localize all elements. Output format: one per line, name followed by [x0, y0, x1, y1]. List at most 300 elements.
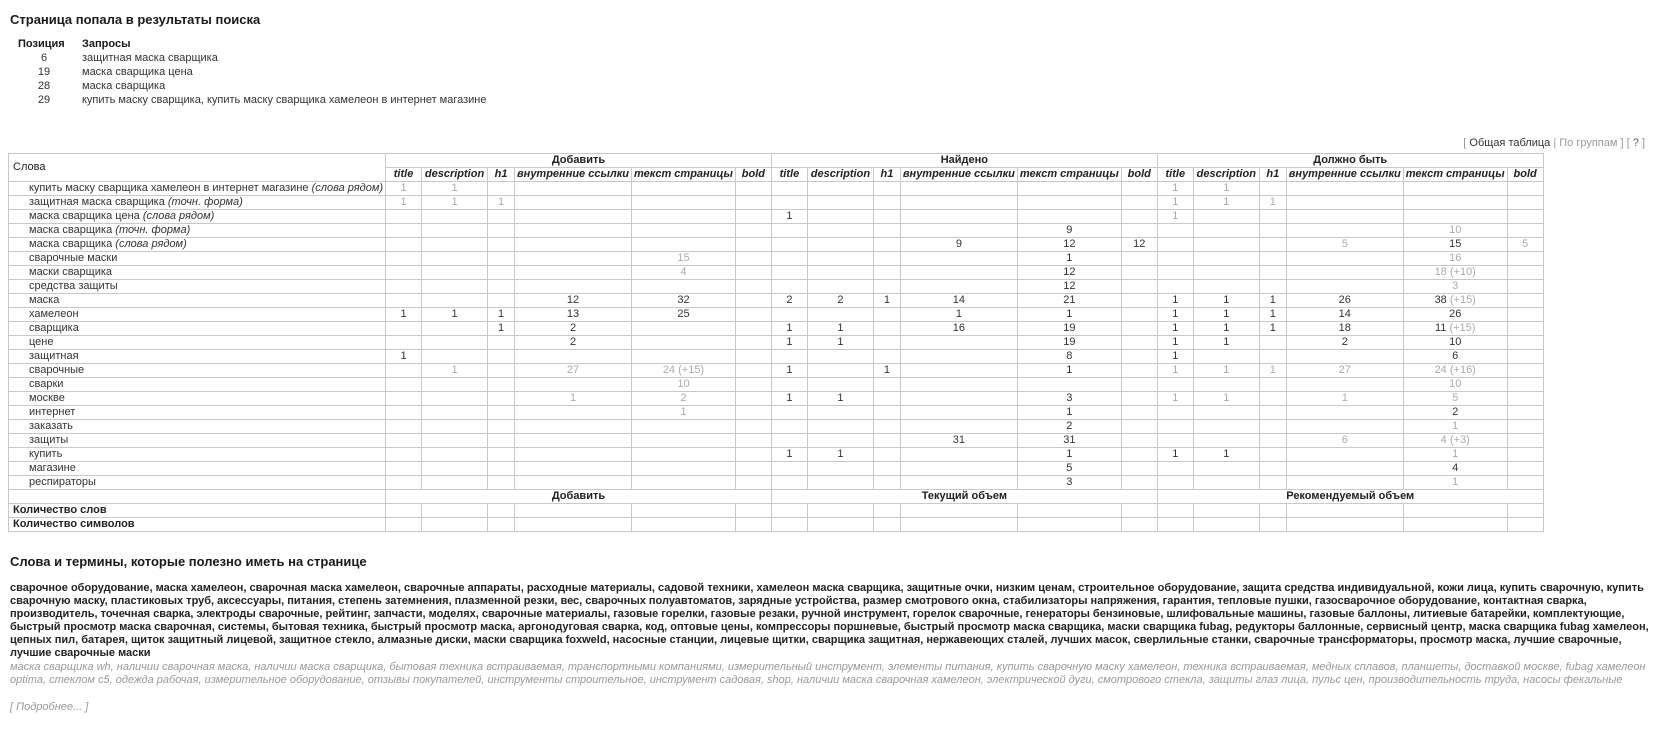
table-cell: 1 [386, 182, 422, 196]
table-cell: 1 [1259, 308, 1286, 322]
table-cell [632, 238, 736, 252]
table-cell [900, 392, 1017, 406]
table-cell [735, 196, 771, 210]
table-cell [1121, 224, 1157, 238]
table-cell [1193, 266, 1259, 280]
table-cell [386, 406, 422, 420]
table-cell [1286, 280, 1403, 294]
table-cell [900, 504, 1017, 518]
word-label: маски сварщика [9, 266, 386, 280]
table-cell [422, 350, 488, 364]
table-cell [1259, 224, 1286, 238]
table-cell [735, 252, 771, 266]
table-cell: 12 [515, 294, 632, 308]
table-cell [873, 196, 900, 210]
table-cell: 1 [1157, 392, 1193, 406]
table-cell: 26 [1403, 308, 1507, 322]
table-cell [807, 364, 873, 378]
word-label-note: (слова рядом) [142, 210, 215, 222]
table-cell [807, 350, 873, 364]
summary-label: Рекомендуемый объем [1157, 490, 1543, 504]
table-cell [1286, 182, 1403, 196]
table-cell [386, 518, 422, 532]
table-cell [422, 462, 488, 476]
table-cell [515, 378, 632, 392]
word-label: сварочные [9, 364, 386, 378]
table-cell [1193, 350, 1259, 364]
table-cell: 16 [1403, 252, 1507, 266]
group-header: Должно быть [1157, 154, 1543, 168]
table-cell [422, 252, 488, 266]
table-cell [1507, 182, 1543, 196]
table-cell [873, 238, 900, 252]
table-cell [873, 252, 900, 266]
table-cell: 1 [1157, 196, 1193, 210]
table-cell: 1 [1193, 336, 1259, 350]
table-row [9, 406, 1544, 420]
table-cell [771, 196, 807, 210]
table-cell: 1 [771, 364, 807, 378]
footer-label: Количество слов [9, 504, 386, 518]
table-cell [515, 462, 632, 476]
table-row [9, 322, 1544, 336]
table-cell [1507, 406, 1543, 420]
table-cell [488, 364, 515, 378]
table-cell [515, 196, 632, 210]
serp-row [18, 51, 487, 65]
table-cell [1121, 476, 1157, 490]
word-label: маска [9, 294, 386, 308]
bracket: ] [1641, 137, 1645, 149]
table-cell: 2 [1017, 420, 1121, 434]
table-cell: 4 [632, 266, 736, 280]
table-cell [735, 294, 771, 308]
table-cell [735, 224, 771, 238]
table-cell [1259, 462, 1286, 476]
table-cell [386, 280, 422, 294]
subcolumn-header: текст страницы [1403, 168, 1507, 182]
table-cell [900, 252, 1017, 266]
table-cell [771, 378, 807, 392]
subcolumn-header: bold [1507, 168, 1543, 182]
table-cell [386, 322, 422, 336]
table-cell [873, 308, 900, 322]
table-cell [1121, 252, 1157, 266]
table-cell [515, 476, 632, 490]
table-cell: 2 [807, 294, 873, 308]
table-cell [807, 504, 873, 518]
table-cell [488, 252, 515, 266]
table-cell: 1 [386, 350, 422, 364]
table-cell [1507, 434, 1543, 448]
serp-position: 28 [37, 80, 51, 92]
table-cell [873, 448, 900, 462]
table-cell [386, 448, 422, 462]
table-cell [1157, 266, 1193, 280]
table-cell [1193, 518, 1259, 532]
table-cell [422, 518, 488, 532]
subcolumn-header: title [386, 168, 422, 182]
table-cell [735, 504, 771, 518]
table-cell [1193, 406, 1259, 420]
table-cell [488, 420, 515, 434]
table-cell [632, 462, 736, 476]
table-cell [900, 266, 1017, 280]
table-cell [422, 322, 488, 336]
table-cell: 1 [900, 308, 1017, 322]
table-cell [1507, 336, 1543, 350]
table-row [9, 252, 1544, 266]
subcolumn-header: текст страницы [632, 168, 736, 182]
group-header: Найдено [771, 154, 1157, 168]
table-cell [1286, 378, 1403, 392]
table-cell [1193, 462, 1259, 476]
table-cell [1121, 392, 1157, 406]
table-cell [807, 406, 873, 420]
table-cell [807, 434, 873, 448]
table-cell: 6 [1286, 434, 1403, 448]
words-column-header: Слова [9, 154, 386, 182]
table-cell [771, 462, 807, 476]
table-cell: 1 [771, 322, 807, 336]
delta-value: (+15) [1449, 322, 1476, 334]
table-cell: 1 [1017, 406, 1121, 420]
word-label: респираторы [9, 476, 386, 490]
table-cell [386, 266, 422, 280]
table-cell [873, 420, 900, 434]
table-cell [1017, 182, 1121, 196]
table-cell [1193, 210, 1259, 224]
separator: | [1553, 137, 1557, 149]
table-cell [735, 378, 771, 392]
table-cell [515, 266, 632, 280]
table-cell: 1 [807, 322, 873, 336]
table-cell [422, 504, 488, 518]
table-cell: 1 [1157, 182, 1193, 196]
table-cell [386, 378, 422, 392]
table-cell [1121, 448, 1157, 462]
table-cell: 1 [488, 308, 515, 322]
table-cell [1157, 378, 1193, 392]
table-cell [900, 420, 1017, 434]
table-cell [873, 224, 900, 238]
word-label-note: (слова рядом) [311, 182, 384, 194]
word-label: защиты [9, 434, 386, 448]
serp-row [18, 65, 487, 79]
table-cell [1121, 308, 1157, 322]
table-cell [488, 224, 515, 238]
serp-col-position: Позиция [18, 38, 65, 50]
table-cell [386, 238, 422, 252]
table-row [9, 280, 1544, 294]
word-label: маска сварщика (слова рядом) [9, 238, 386, 252]
table-cell [632, 280, 736, 294]
bracket: [ [1626, 137, 1630, 149]
serp-position: 6 [40, 52, 48, 64]
serp-header-row [18, 37, 487, 51]
subcolumn-header: внутренние ссылки [1286, 168, 1403, 182]
table-cell [735, 266, 771, 280]
table-cell [807, 280, 873, 294]
table-cell: 2 [1403, 406, 1507, 420]
table-cell [488, 504, 515, 518]
table-cell: 21 [1017, 294, 1121, 308]
table-cell [873, 266, 900, 280]
table-row [9, 336, 1544, 350]
table-cell [422, 280, 488, 294]
table-cell [771, 308, 807, 322]
table-cell: 12 [1017, 238, 1121, 252]
table-cell: 1 [1157, 322, 1193, 336]
table-cell [1286, 252, 1403, 266]
table-cell: 2 [515, 336, 632, 350]
table-cell: 10 [1403, 378, 1507, 392]
table-cell: 1 [386, 308, 422, 322]
table-cell: 5 [1017, 462, 1121, 476]
table-cell [1286, 266, 1403, 280]
table-cell [1259, 210, 1286, 224]
table-cell: 1 [488, 196, 515, 210]
table-cell [422, 210, 488, 224]
table-cell [735, 350, 771, 364]
table-cell [386, 210, 422, 224]
table-cell: 1 [873, 364, 900, 378]
table-cell [1259, 504, 1286, 518]
table-cell: 3 [1017, 392, 1121, 406]
table-cell [1157, 518, 1193, 532]
word-label: маска сварщика (точн. форма) [9, 224, 386, 238]
table-cell: 1 [1157, 448, 1193, 462]
table-cell [1157, 476, 1193, 490]
table-cell [386, 420, 422, 434]
table-cell [807, 182, 873, 196]
table-cell [873, 462, 900, 476]
table-cell [1507, 476, 1543, 490]
summary-row [9, 490, 1544, 504]
view-by-groups-link[interactable]: По группам [1559, 137, 1618, 149]
table-cell [632, 448, 736, 462]
table-cell [1121, 182, 1157, 196]
table-cell [807, 266, 873, 280]
table-row [9, 420, 1544, 434]
word-label: сварки [9, 378, 386, 392]
table-cell [735, 406, 771, 420]
table-cell: 1 [1017, 308, 1121, 322]
table-cell [873, 406, 900, 420]
table-cell [488, 350, 515, 364]
table-cell [900, 476, 1017, 490]
table-cell [1286, 196, 1403, 210]
table-cell: 1 [807, 392, 873, 406]
table-cell [1121, 420, 1157, 434]
table-cell: 12 [1121, 238, 1157, 252]
table-cell [488, 280, 515, 294]
table-cell: 4 (+3) [1403, 434, 1507, 448]
table-cell [1017, 518, 1121, 532]
table-cell: 32 [632, 294, 736, 308]
word-label: защитная [9, 350, 386, 364]
table-cell: 11 (+15) [1403, 322, 1507, 336]
table-cell [422, 448, 488, 462]
table-cell [1286, 462, 1403, 476]
word-label: магазине [9, 462, 386, 476]
table-cell [1121, 504, 1157, 518]
table-cell: 19 [1017, 336, 1121, 350]
table-cell [422, 406, 488, 420]
table-cell [900, 406, 1017, 420]
table-cell [1193, 280, 1259, 294]
table-cell [873, 280, 900, 294]
help-link[interactable]: ? [1632, 137, 1639, 149]
table-cell [386, 504, 422, 518]
subcolumn-header: description [807, 168, 873, 182]
view-all-tables-link[interactable]: Общая таблица [1469, 137, 1551, 149]
table-row [9, 392, 1544, 406]
table-cell [1259, 182, 1286, 196]
footer-label: Количество символов [9, 518, 386, 532]
subcolumn-header: title [771, 168, 807, 182]
bracket: ] [1620, 137, 1624, 149]
page [0, 12, 1661, 713]
delta-value: (+15) [1449, 294, 1476, 306]
word-label: купить [9, 448, 386, 462]
table-cell: 1 [1193, 182, 1259, 196]
table-cell [900, 196, 1017, 210]
table-cell [771, 266, 807, 280]
table-cell [1259, 280, 1286, 294]
table-cell: 1 [1157, 336, 1193, 350]
table-cell [515, 406, 632, 420]
delta-value: (+15) [678, 364, 705, 376]
table-cell: 2 [771, 294, 807, 308]
table-cell: 1 [1286, 392, 1403, 406]
word-label: хамелеон [9, 308, 386, 322]
table-cell [735, 308, 771, 322]
table-cell [422, 434, 488, 448]
table-cell [1121, 266, 1157, 280]
table-cell: 9 [1017, 224, 1121, 238]
table-cell: 1 [1157, 294, 1193, 308]
table-cell [632, 518, 736, 532]
table-cell [1193, 252, 1259, 266]
table-cell [632, 504, 736, 518]
table-cell [873, 182, 900, 196]
table-cell [735, 210, 771, 224]
table-cell [900, 210, 1017, 224]
table-cell [873, 378, 900, 392]
table-cell [422, 392, 488, 406]
subcolumn-header: bold [1121, 168, 1157, 182]
table-cell [422, 294, 488, 308]
table-cell [1507, 308, 1543, 322]
word-label: защитная маска сварщика (точн. форма) [9, 196, 386, 210]
table-cell [632, 196, 736, 210]
table-cell [1121, 210, 1157, 224]
table-cell [1157, 280, 1193, 294]
serp-position: 19 [37, 66, 51, 78]
table-cell [771, 280, 807, 294]
table-row [9, 350, 1544, 364]
table-cell: 24 (+15) [632, 364, 736, 378]
subcolumn-header: h1 [873, 168, 900, 182]
table-cell [422, 238, 488, 252]
table-cell [1286, 448, 1403, 462]
table-cell [488, 518, 515, 532]
table-cell [1157, 462, 1193, 476]
table-cell [632, 224, 736, 238]
table-cell [900, 448, 1017, 462]
table-cell [1507, 392, 1543, 406]
table-cell [1121, 378, 1157, 392]
subcolumn-header: h1 [488, 168, 515, 182]
table-cell: 1 [1259, 364, 1286, 378]
subcolumn-header: h1 [1259, 168, 1286, 182]
table-cell: 26 [1286, 294, 1403, 308]
table-cell [1121, 322, 1157, 336]
table-cell [873, 350, 900, 364]
subcolumn-header: description [422, 168, 488, 182]
more-link[interactable]: [ Подробнее... ] [10, 701, 89, 713]
table-cell [1507, 280, 1543, 294]
table-cell: 12 [1017, 280, 1121, 294]
table-cell: 1 [488, 322, 515, 336]
table-cell [735, 182, 771, 196]
table-cell [771, 182, 807, 196]
group-header-row [9, 154, 1544, 168]
table-cell [1157, 434, 1193, 448]
serp-row [18, 93, 487, 107]
table-cell [873, 476, 900, 490]
table-cell [386, 252, 422, 266]
table-cell [1507, 462, 1543, 476]
table-cell: 13 [515, 308, 632, 322]
table-cell [1286, 518, 1403, 532]
table-cell [771, 406, 807, 420]
table-row [9, 308, 1544, 322]
table-cell [422, 266, 488, 280]
table-cell [807, 476, 873, 490]
table-cell [1507, 196, 1543, 210]
word-label: купить маску сварщика хамелеон в интернет магазине (слова рядом) [9, 182, 386, 196]
table-cell [1507, 420, 1543, 434]
table-cell [735, 448, 771, 462]
table-cell [1121, 462, 1157, 476]
table-cell [488, 462, 515, 476]
delta-value: (+16) [1449, 364, 1476, 376]
table-cell [488, 392, 515, 406]
table-cell [807, 518, 873, 532]
table-cell: 27 [515, 364, 632, 378]
table-cell: 3 [1403, 280, 1507, 294]
subcolumn-header: текст страницы [1017, 168, 1121, 182]
terms-primary-text: сварочное оборудование, маска хамелеон, сварочная маска хамелеон, сварочные аппараты, расходные материалы, садовой техники, хамелеон маска сварщика, защитные очки, низким ценам, строительное оборудование, защита средства индивидуальной, кожи лица, купить сварочную, купить сварочную маску, пластиковых труб, аксессуары, питания, степень затемнения, плазменной резки, вес, сварочных полуавтоматов, зарядные устройства, размер смотрового окна, стабилизаторы напряжения, гарантия, тепловые пушки, газосварочное оборудование, контактная сварка, производитель, точечная сварка, электроды сварочные, рейтинг, запчасти, моделях, сварочные материалы, газовые горелки, газовые резаки, ручной инструмент, горелок сварочные, генераторы бензиновые, шлифовальные машины, газовые баллоны, литиевые батарейки, комплектующие, быстрый просмотр маска сварочная, системы, бытовая техника, быстрый просмотр маска, аргонодуговая сварка, код, оптовые цены, компрессоры поршневые, быстрый просмотр маска сварщика, маски сварщика fubag, редукторы баллонные, сервисный центр, маска сварщика fubag хамелеон, цепных пил, батарея, щиток защитный лицевой, защитное стекло, алмазные диски, маски сварщика foxweld, насосные станции, лицевые щитки, сварщика защитная, нержавеющих сталей, лучших масок, сверлильные станки, сварочные трансформаторы, просмотр маска, лучшие сварочные, лучшие сварочные маски [10, 582, 1649, 659]
table-cell [735, 322, 771, 336]
table-cell [771, 518, 807, 532]
table-row [9, 434, 1544, 448]
table-cell [515, 420, 632, 434]
table-cell [1259, 238, 1286, 252]
table-cell [1157, 252, 1193, 266]
table-cell [1193, 238, 1259, 252]
table-cell: 1 [1157, 308, 1193, 322]
table-cell [1157, 420, 1193, 434]
table-cell [1259, 350, 1286, 364]
serp-col-queries: Запросы [82, 38, 131, 50]
table-cell: 16 [900, 322, 1017, 336]
table-cell: 24 (+16) [1403, 364, 1507, 378]
table-cell: 1 [1017, 364, 1121, 378]
table-cell [1507, 252, 1543, 266]
